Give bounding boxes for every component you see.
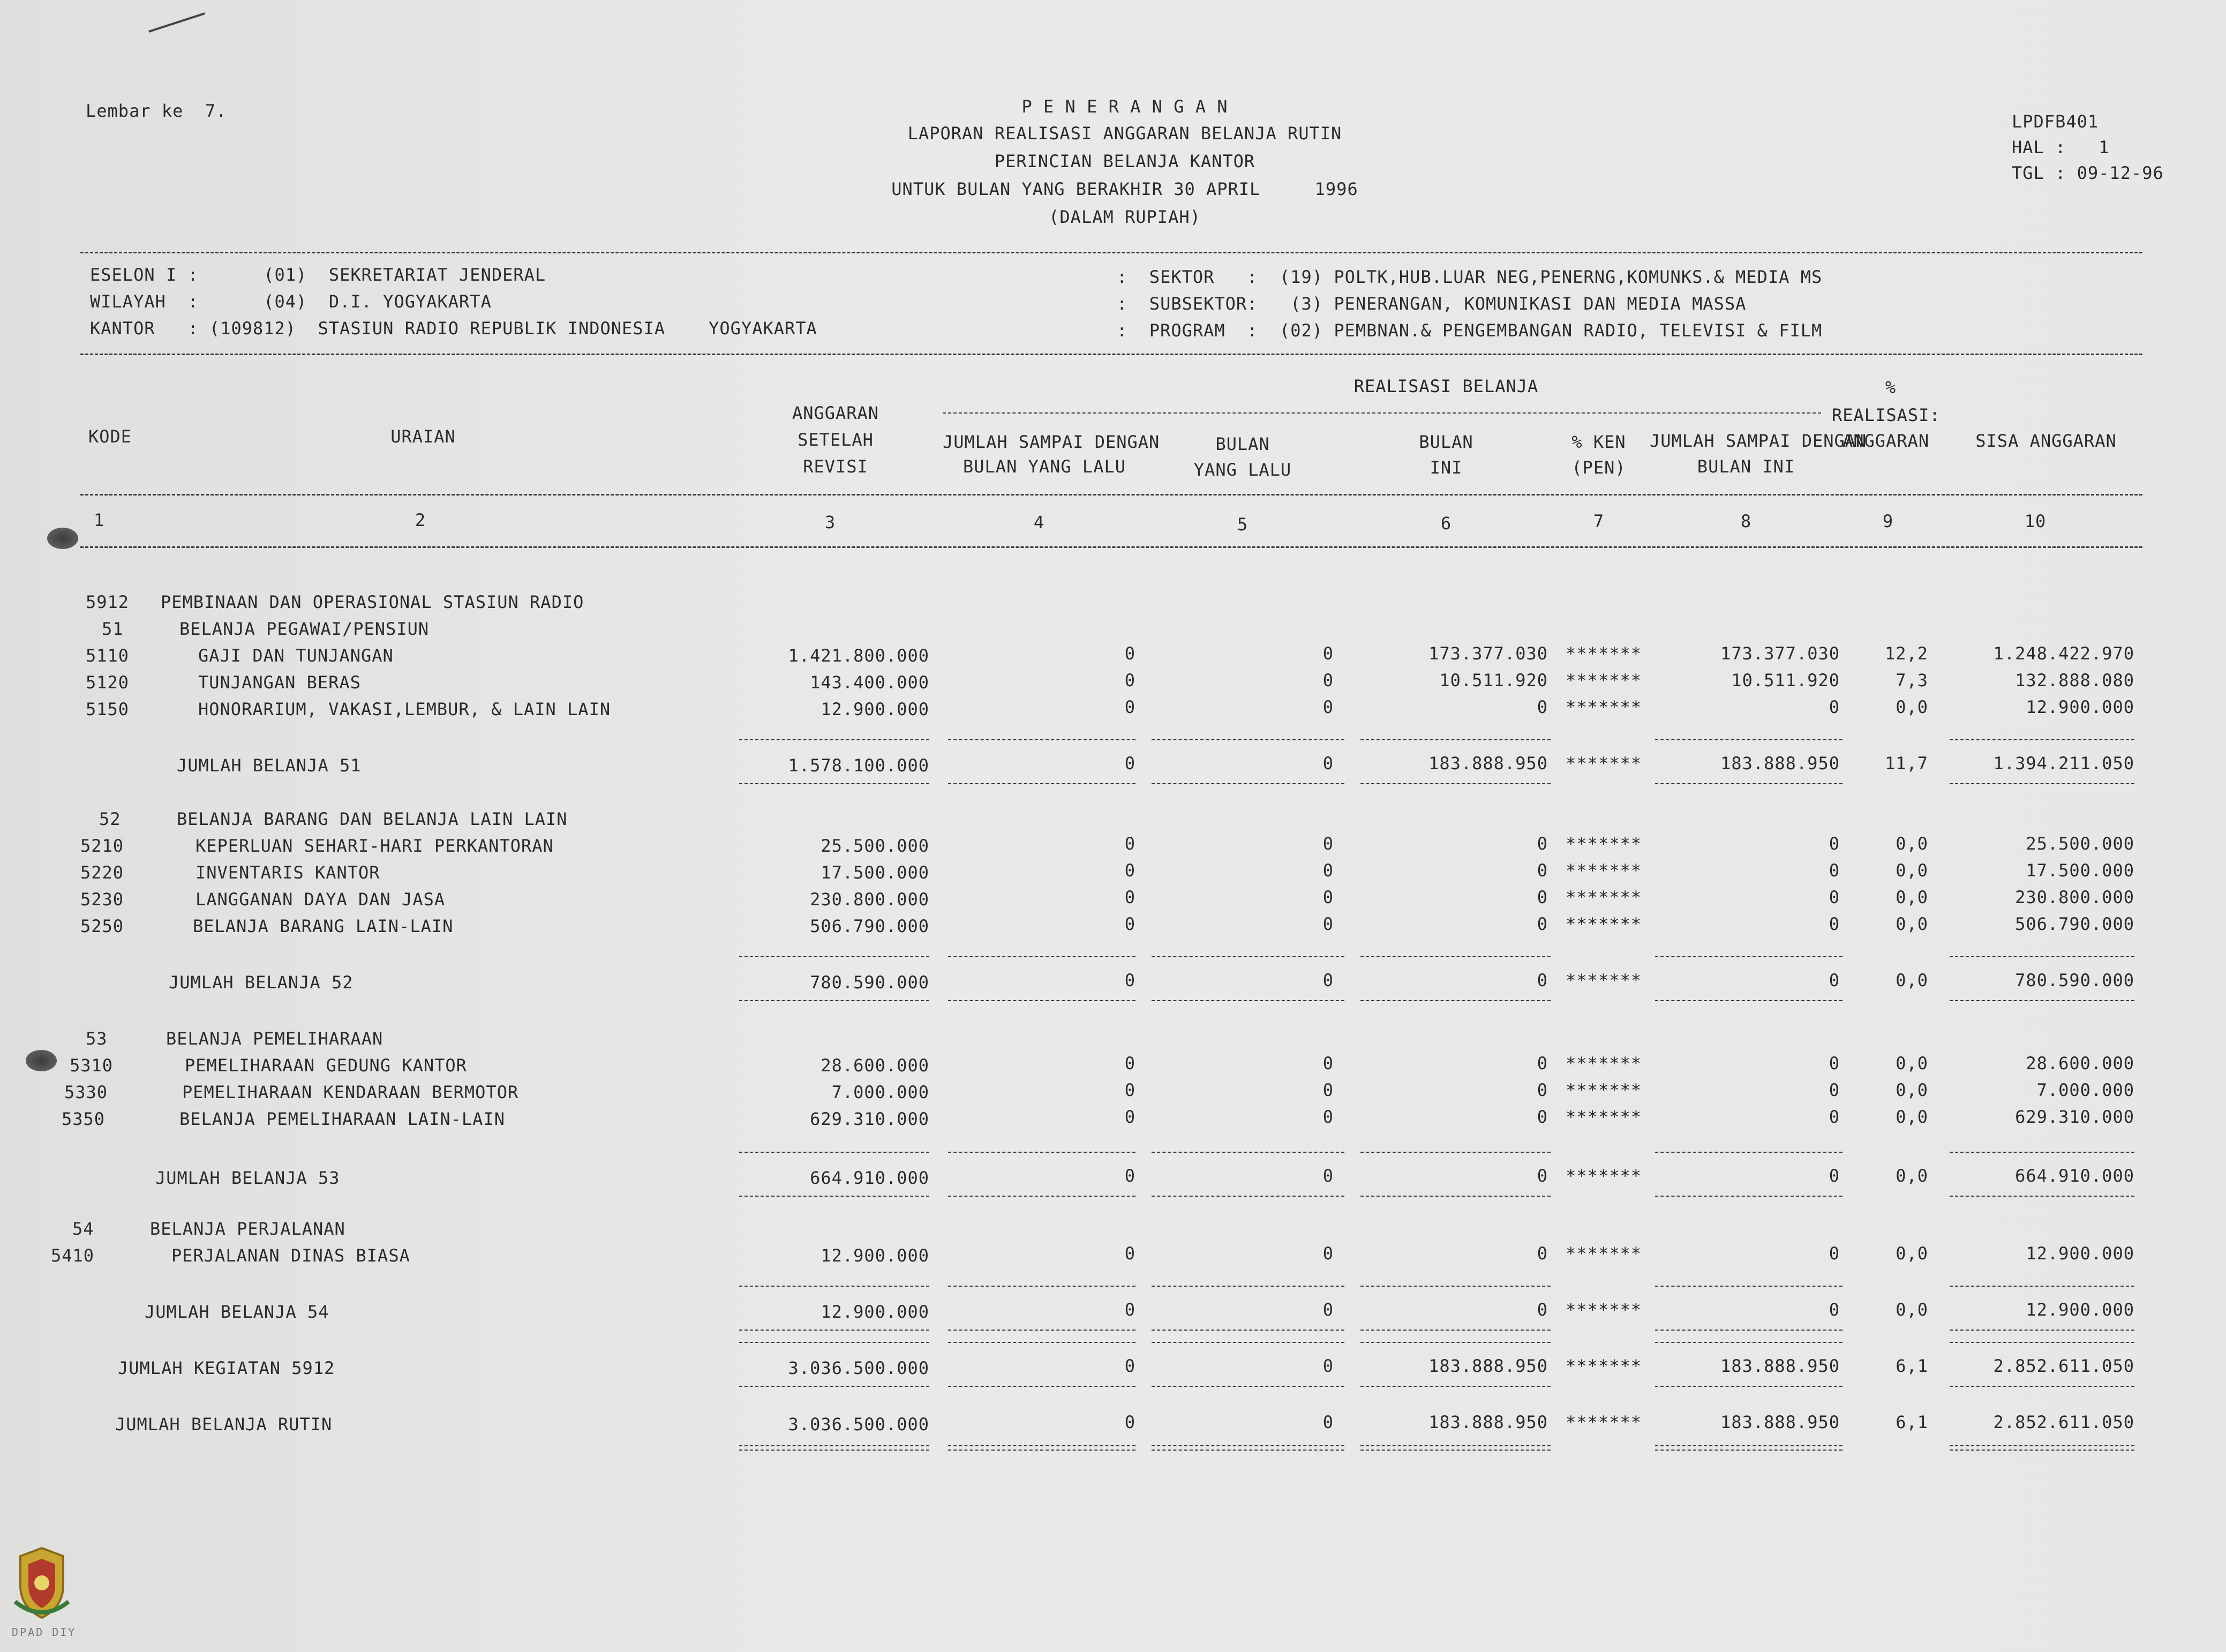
cell-bulan-ini: 10.511.920 (1439, 670, 1548, 690)
cell-jumlah-sd-bulan-lalu: 0 (1124, 697, 1135, 717)
col-number: 9 (1882, 511, 1894, 531)
cell-persen-realisasi: 0,0 (1896, 1107, 1928, 1127)
cell-bulan-ini: 0 (1537, 887, 1548, 907)
col-jumlah-sd-bulan-ini: JUMLAH SAMPAI DENGAN (1650, 431, 1867, 451)
col-number: 10 (2024, 511, 2047, 531)
subtotal-rule (948, 1386, 1135, 1387)
cell-anggaran-setelah-revisi: 17.500.000 (821, 862, 929, 883)
divider (80, 354, 2142, 355)
cell-jumlah-sd-bulan-ini: 0 (1829, 970, 1840, 990)
subtotal-rule (1152, 1330, 1344, 1331)
cell-persen-ken: ******* (1566, 1243, 1642, 1264)
cell-anggaran-setelah-revisi: 3.036.500.000 (788, 1414, 929, 1435)
cell-sisa-anggaran: 2.852.611.050 (1993, 1356, 2134, 1376)
cell-jumlah-sd-bulan-lalu: 0 (1124, 643, 1135, 664)
subtotal-rule (739, 956, 929, 957)
cell-persen-ken: ******* (1566, 914, 1642, 934)
cell-jumlah-sd-bulan-ini: 0 (1829, 833, 1840, 854)
subtotal-rule (1950, 1000, 2134, 1001)
print-date: TGL : 09-12-96 (2012, 163, 2164, 183)
cell-persen-realisasi: 0,0 (1896, 1243, 1928, 1264)
cell-persen-ken: ******* (1566, 1166, 1642, 1186)
divider (80, 494, 2142, 495)
subsektor-info: : SUBSEKTOR: (3) PENERANGAN, KOMUNIKASI DAN MEDIA MASSA (1117, 294, 1747, 314)
cell-anggaran-setelah-revisi: 12.900.000 (821, 699, 929, 719)
col-kode: KODE (88, 426, 132, 447)
subtotal-rule (1360, 956, 1551, 957)
row-kode: 5210 (80, 836, 124, 856)
cell-persen-realisasi: 0,0 (1896, 914, 1928, 934)
cell-persen-realisasi: 0,0 (1896, 1080, 1928, 1100)
subtotal-rule (1950, 739, 2134, 740)
subtotal-rule (948, 1330, 1135, 1331)
cell-anggaran-setelah-revisi: 143.400.000 (810, 672, 929, 693)
cell-bulan-yang-lalu: 0 (1322, 1166, 1334, 1186)
subtotal-rule (739, 1386, 929, 1387)
subtotal-rule (1655, 1286, 1843, 1287)
cell-persen-realisasi: 6,1 (1896, 1356, 1928, 1376)
col-uraian: URAIAN (390, 426, 456, 447)
col-bulan-ini: BULAN (1419, 432, 1473, 452)
cell-persen-ken: ******* (1566, 1300, 1642, 1320)
subtotal-rule (1152, 1342, 1344, 1343)
subtotal-rule (1655, 739, 1843, 740)
subtotal-rule (948, 783, 1135, 784)
cell-bulan-ini: 173.377.030 (1428, 643, 1548, 664)
cell-bulan-ini: 0 (1537, 1107, 1548, 1127)
subtotal-rule (739, 783, 929, 784)
col-number: 7 (1593, 511, 1605, 531)
subtotal-rule (1950, 1286, 2134, 1287)
cell-bulan-ini: 0 (1537, 1166, 1548, 1186)
cell-bulan-ini: 0 (1537, 860, 1548, 881)
cell-jumlah-sd-bulan-ini: 0 (1829, 1080, 1840, 1100)
subtotal-rule (948, 1196, 1135, 1197)
cell-anggaran-setelah-revisi: 12.900.000 (821, 1302, 929, 1322)
row-uraian: PEMBINAAN DAN OPERASIONAL STASIUN RADIO (161, 592, 584, 612)
subtotal-rule (1152, 1000, 1344, 1001)
cell-persen-ken: ******* (1566, 970, 1642, 990)
report-title-spaced: P E N E R A N G A N (1021, 96, 1228, 117)
cell-bulan-ini: 183.888.950 (1428, 1356, 1548, 1376)
col-number: 3 (824, 512, 836, 532)
col-number: 4 (1033, 512, 1045, 532)
col-bulan-ini: INI (1430, 457, 1463, 478)
row-uraian: PEMELIHARAAN KENDARAAN BERMOTOR (182, 1082, 519, 1102)
cell-jumlah-sd-bulan-ini: 0 (1829, 697, 1840, 717)
cell-bulan-yang-lalu: 0 (1322, 914, 1334, 934)
row-uraian: GAJI DAN TUNJANGAN (198, 645, 394, 666)
row-kode: 5150 (86, 699, 130, 719)
cell-sisa-anggaran: 780.590.000 (2015, 970, 2134, 990)
subtotal-rule (1360, 1342, 1551, 1343)
subtotal-rule (1360, 1286, 1551, 1287)
cell-sisa-anggaran: 25.500.000 (2026, 833, 2134, 854)
cell-sisa-anggaran: 629.310.000 (2015, 1107, 2134, 1127)
subtotal-rule (739, 739, 929, 740)
cell-sisa-anggaran: 132.888.080 (2015, 670, 2134, 690)
subtotal-rule (1655, 956, 1843, 957)
program-info: : PROGRAM : (02) PEMBNAN.& PENGEMBANGAN RADIO, TELEVISI & FILM (1117, 320, 1823, 341)
cell-bulan-yang-lalu: 0 (1322, 1412, 1334, 1432)
total-label: JUMLAH BELANJA 53 (155, 1168, 340, 1188)
col-persen-realisasi: REALISASI: (1832, 405, 1941, 425)
subtotal-rule (1950, 1196, 2134, 1197)
subtotal-rule (948, 1342, 1135, 1343)
col-persen-realisasi: % (1885, 377, 1897, 397)
subtotal-rule (1152, 1152, 1344, 1153)
col-jumlah-sd-bulan-lalu: JUMLAH SAMPAI DENGAN (943, 432, 1160, 452)
col-jumlah-sd-bulan-ini: BULAN INI (1697, 456, 1795, 477)
subtotal-rule (1152, 1196, 1344, 1197)
row-kode: 5250 (80, 916, 124, 936)
cell-anggaran-setelah-revisi: 12.900.000 (821, 1245, 929, 1266)
row-uraian: TUNJANGAN BERAS (198, 672, 361, 693)
col-bulan-yang-lalu: BULAN (1215, 434, 1270, 454)
divider (80, 252, 2142, 253)
cell-bulan-ini: 0 (1537, 697, 1548, 717)
subtotal-rule (948, 1286, 1135, 1287)
cell-sisa-anggaran: 12.900.000 (2026, 1243, 2134, 1264)
col-number: 8 (1740, 511, 1752, 531)
cell-jumlah-sd-bulan-ini: 0 (1829, 1166, 1840, 1186)
row-kode: 5350 (62, 1109, 106, 1129)
subtotal-rule (1152, 1286, 1344, 1287)
cell-jumlah-sd-bulan-lalu: 0 (1124, 1356, 1135, 1376)
page-number: HAL : 1 (2012, 137, 2110, 157)
subtotal-rule (1360, 1196, 1551, 1197)
cell-persen-ken: ******* (1566, 860, 1642, 881)
cell-anggaran-setelah-revisi: 664.910.000 (810, 1168, 929, 1188)
report-code: LPDFB401 (2012, 111, 2099, 132)
cell-jumlah-sd-bulan-lalu: 0 (1124, 1053, 1135, 1073)
cell-bulan-ini: 0 (1537, 1243, 1548, 1264)
cell-bulan-yang-lalu: 0 (1322, 1356, 1334, 1376)
row-uraian: BELANJA PERJALANAN (150, 1219, 345, 1239)
subtotal-rule (1950, 1330, 2134, 1331)
cell-jumlah-sd-bulan-lalu: 0 (1124, 753, 1135, 774)
col-number: 6 (1440, 513, 1452, 534)
cell-persen-realisasi: 0,0 (1896, 697, 1928, 717)
cell-jumlah-sd-bulan-ini: 183.888.950 (1720, 1356, 1840, 1376)
total-label: JUMLAH BELANJA RUTIN (115, 1414, 333, 1435)
cell-jumlah-sd-bulan-ini: 10.511.920 (1731, 670, 1840, 690)
cell-bulan-ini: 0 (1537, 833, 1548, 854)
row-uraian: BELANJA BARANG DAN BELANJA LAIN LAIN (177, 809, 568, 829)
subtotal-rule (1360, 1330, 1551, 1331)
subtotal-rule (1655, 1196, 1843, 1197)
cell-anggaran-setelah-revisi: 230.800.000 (810, 889, 929, 910)
cell-persen-ken: ******* (1566, 887, 1642, 907)
cell-persen-realisasi: 12,2 (1884, 643, 1928, 664)
subtotal-rule (739, 1286, 929, 1287)
cell-jumlah-sd-bulan-lalu: 0 (1124, 1166, 1135, 1186)
row-kode: 5410 (51, 1245, 95, 1266)
cell-persen-realisasi: 7,3 (1896, 670, 1928, 690)
cell-bulan-yang-lalu: 0 (1322, 1053, 1334, 1073)
subtotal-rule (739, 1342, 929, 1343)
report-title-line: PERINCIAN BELANJA KANTOR (994, 151, 1255, 171)
cell-anggaran-setelah-revisi: 1.421.800.000 (788, 645, 929, 666)
subtotal-rule (1152, 783, 1344, 784)
cell-jumlah-sd-bulan-ini: 0 (1829, 860, 1840, 881)
cell-sisa-anggaran: 17.500.000 (2026, 860, 2134, 881)
cell-anggaran-setelah-revisi: 1.578.100.000 (788, 755, 929, 776)
double-rule (1360, 1445, 1551, 1451)
cell-jumlah-sd-bulan-lalu: 0 (1124, 914, 1135, 934)
cell-bulan-yang-lalu: 0 (1322, 1243, 1334, 1264)
cell-jumlah-sd-bulan-ini: 173.377.030 (1720, 643, 1840, 664)
divider (80, 546, 2142, 548)
divider (943, 412, 1821, 414)
cell-bulan-yang-lalu: 0 (1322, 670, 1334, 690)
cell-persen-realisasi: 11,7 (1884, 753, 1928, 774)
subtotal-rule (1655, 1152, 1843, 1153)
col-persen-ken: % KEN (1571, 432, 1626, 452)
subtotal-rule (1360, 739, 1551, 740)
row-uraian: PERJALANAN DINAS BIASA (171, 1245, 410, 1266)
col-sisa-anggaran: SISA ANGGARAN (1975, 431, 2117, 451)
cell-jumlah-sd-bulan-ini: 0 (1829, 1243, 1840, 1264)
cell-jumlah-sd-bulan-ini: 0 (1829, 887, 1840, 907)
row-kode: 5310 (70, 1055, 114, 1076)
cell-persen-ken: ******* (1566, 1107, 1642, 1127)
sektor-info: : SEKTOR : (19) POLTK,HUB.LUAR NEG,PENERNG,KOMUNKS.& MEDIA MS (1117, 267, 1823, 287)
cell-persen-ken: ******* (1566, 1053, 1642, 1073)
subtotal-rule (1655, 1000, 1843, 1001)
subtotal-rule (948, 739, 1135, 740)
cell-anggaran-setelah-revisi: 7.000.000 (831, 1082, 929, 1102)
cell-bulan-yang-lalu: 0 (1322, 643, 1334, 664)
row-kode: 54 (72, 1219, 94, 1239)
row-uraian: HONORARIUM, VAKASI,LEMBUR, & LAIN LAIN (198, 699, 611, 719)
cell-bulan-yang-lalu: 0 (1322, 833, 1334, 854)
cell-persen-ken: ******* (1566, 670, 1642, 690)
sheet-number: Lembar ke 7. (86, 101, 227, 121)
cell-sisa-anggaran: 506.790.000 (2015, 914, 2134, 934)
row-uraian: BELANJA PEGAWAI/PENSIUN (179, 619, 430, 639)
cell-jumlah-sd-bulan-ini: 0 (1829, 1053, 1840, 1073)
col-anggaran: REVISI (803, 456, 868, 477)
punch-hole (26, 1050, 57, 1071)
row-uraian: LANGGANAN DAYA DAN JASA (195, 889, 446, 910)
subtotal-rule (1152, 1386, 1344, 1387)
col-number: 1 (93, 510, 105, 530)
double-rule (948, 1445, 1135, 1451)
subtotal-rule (1950, 956, 2134, 957)
row-uraian: BELANJA PEMELIHARAAN (166, 1028, 383, 1049)
cell-bulan-ini: 0 (1537, 1300, 1548, 1320)
row-uraian: INVENTARIS KANTOR (195, 862, 380, 883)
subtotal-rule (1360, 1000, 1551, 1001)
cell-bulan-yang-lalu: 0 (1322, 970, 1334, 990)
cell-anggaran-setelah-revisi: 28.600.000 (821, 1055, 929, 1076)
cell-anggaran-setelah-revisi: 25.500.000 (821, 836, 929, 856)
row-kode: 5110 (86, 645, 130, 666)
cell-bulan-yang-lalu: 0 (1322, 1107, 1334, 1127)
subtotal-rule (1950, 783, 2134, 784)
total-label: JUMLAH BELANJA 52 (169, 972, 354, 993)
cell-jumlah-sd-bulan-lalu: 0 (1124, 887, 1135, 907)
eselon-info: ESELON I : (01) SEKRETARIAT JENDERAL (90, 265, 546, 285)
subtotal-rule (1655, 1386, 1843, 1387)
cell-persen-realisasi: 0,0 (1896, 1300, 1928, 1320)
subtotal-rule (1360, 1152, 1551, 1153)
cell-persen-realisasi: 0,0 (1896, 1166, 1928, 1186)
double-rule (1655, 1445, 1843, 1451)
wilayah-info: WILAYAH : (04) D.I. YOGYAKARTA (90, 291, 492, 312)
subtotal-rule (739, 1152, 929, 1153)
cell-anggaran-setelah-revisi: 780.590.000 (810, 972, 929, 993)
punch-hole (47, 528, 78, 549)
subtotal-rule (739, 1330, 929, 1331)
cell-sisa-anggaran: 1.394.211.050 (1993, 753, 2134, 774)
subtotal-rule (1360, 1386, 1551, 1387)
subtotal-rule (1950, 1342, 2134, 1343)
total-label: JUMLAH BELANJA 54 (145, 1302, 329, 1322)
subtotal-rule (1152, 739, 1344, 740)
cell-persen-ken: ******* (1566, 1356, 1642, 1376)
cell-persen-ken: ******* (1566, 1080, 1642, 1100)
cell-bulan-ini: 183.888.950 (1428, 753, 1548, 774)
double-rule (1152, 1445, 1344, 1451)
cell-jumlah-sd-bulan-lalu: 0 (1124, 1107, 1135, 1127)
cell-bulan-yang-lalu: 0 (1322, 697, 1334, 717)
col-anggaran: SETELAH (798, 430, 874, 450)
subtotal-rule (1655, 1330, 1843, 1331)
cell-persen-realisasi: 0,0 (1896, 860, 1928, 881)
subtotal-rule (1655, 1342, 1843, 1343)
row-kode: 5220 (80, 862, 124, 883)
row-kode: 51 (102, 619, 124, 639)
subtotal-rule (948, 1000, 1135, 1001)
cell-persen-realisasi: 0,0 (1896, 1053, 1928, 1073)
cell-sisa-anggaran: 12.900.000 (2026, 697, 2134, 717)
cell-bulan-yang-lalu: 0 (1322, 887, 1334, 907)
cell-jumlah-sd-bulan-lalu: 0 (1124, 1412, 1135, 1432)
subtotal-rule (1950, 1152, 2134, 1153)
cell-sisa-anggaran: 12.900.000 (2026, 1300, 2134, 1320)
cell-bulan-yang-lalu: 0 (1322, 1080, 1334, 1100)
subtotal-rule (1950, 1386, 2134, 1387)
col-realisasi-belanja: REALISASI BELANJA (1353, 376, 1539, 396)
cell-bulan-ini: 0 (1537, 1080, 1548, 1100)
report-title-line: UNTUK BULAN YANG BERAKHIR 30 APRIL 1996 (891, 179, 1358, 199)
cell-jumlah-sd-bulan-lalu: 0 (1124, 1243, 1135, 1264)
col-number: 2 (415, 510, 426, 530)
row-kode: 5120 (86, 672, 130, 693)
kantor-info: KANTOR : (109812) STASIUN RADIO REPUBLIK INDONESIA YOGYAKARTA (90, 318, 817, 339)
cell-persen-realisasi: 0,0 (1896, 887, 1928, 907)
cell-sisa-anggaran: 664.910.000 (2015, 1166, 2134, 1186)
cell-anggaran-setelah-revisi: 3.036.500.000 (788, 1358, 929, 1378)
pen-mark (148, 12, 205, 33)
row-kode: 5912 (86, 592, 130, 612)
cell-bulan-ini: 0 (1537, 914, 1548, 934)
report-title-line: (DALAM RUPIAH) (1049, 207, 1201, 227)
cell-jumlah-sd-bulan-lalu: 0 (1124, 670, 1135, 690)
row-kode: 52 (99, 809, 121, 829)
cell-jumlah-sd-bulan-ini: 0 (1829, 914, 1840, 934)
cell-persen-ken: ******* (1566, 697, 1642, 717)
cell-persen-ken: ******* (1566, 833, 1642, 854)
cell-bulan-ini: 0 (1537, 970, 1548, 990)
col-jumlah-sd-bulan-lalu: BULAN YANG LALU (963, 456, 1126, 477)
cell-sisa-anggaran: 28.600.000 (2026, 1053, 2134, 1073)
subtotal-rule (1655, 783, 1843, 784)
subtotal-rule (739, 1000, 929, 1001)
report-title-line: LAPORAN REALISASI ANGGARAN BELANJA RUTIN (907, 123, 1342, 144)
cell-persen-ken: ******* (1566, 643, 1642, 664)
cell-sisa-anggaran: 2.852.611.050 (1993, 1412, 2134, 1432)
col-number: 5 (1237, 514, 1249, 535)
row-kode: 5330 (64, 1082, 108, 1102)
cell-jumlah-sd-bulan-lalu: 0 (1124, 1080, 1135, 1100)
cell-bulan-ini: 0 (1537, 1053, 1548, 1073)
total-label: JUMLAH BELANJA 51 (177, 755, 362, 776)
col-persen-ken: (PEN) (1571, 457, 1626, 478)
cell-bulan-ini: 183.888.950 (1428, 1412, 1548, 1432)
cell-bulan-yang-lalu: 0 (1322, 753, 1334, 774)
cell-persen-ken: ******* (1566, 753, 1642, 774)
col-persen-realisasi: ANGGARAN (1843, 431, 1930, 451)
cell-bulan-yang-lalu: 0 (1322, 860, 1334, 881)
logo-caption: DPAD DIY (12, 1626, 77, 1639)
row-uraian: KEPERLUAN SEHARI-HARI PERKANTORAN (195, 836, 554, 856)
row-uraian: BELANJA PEMELIHARAAN LAIN-LAIN (179, 1109, 505, 1129)
cell-anggaran-setelah-revisi: 506.790.000 (810, 916, 929, 936)
cell-sisa-anggaran: 7.000.000 (2036, 1080, 2134, 1100)
total-label: JUMLAH KEGIATAN 5912 (118, 1358, 335, 1378)
row-kode: 5230 (80, 889, 124, 910)
cell-jumlah-sd-bulan-ini: 0 (1829, 1300, 1840, 1320)
row-kode: 53 (86, 1028, 108, 1049)
subtotal-rule (948, 956, 1135, 957)
cell-anggaran-setelah-revisi: 629.310.000 (810, 1109, 929, 1129)
subtotal-rule (948, 1152, 1135, 1153)
cell-jumlah-sd-bulan-lalu: 0 (1124, 970, 1135, 990)
cell-jumlah-sd-bulan-lalu: 0 (1124, 1300, 1135, 1320)
cell-jumlah-sd-bulan-ini: 183.888.950 (1720, 1412, 1840, 1432)
cell-sisa-anggaran: 230.800.000 (2015, 887, 2134, 907)
cell-persen-ken: ******* (1566, 1412, 1642, 1432)
row-uraian: PEMELIHARAAN GEDUNG KANTOR (185, 1055, 467, 1076)
col-anggaran: ANGGARAN (792, 403, 879, 423)
cell-persen-realisasi: 0,0 (1896, 833, 1928, 854)
cell-jumlah-sd-bulan-ini: 0 (1829, 1107, 1840, 1127)
double-rule (739, 1445, 929, 1451)
col-bulan-yang-lalu: YANG LALU (1193, 460, 1292, 480)
double-rule (1950, 1445, 2134, 1451)
subtotal-rule (1360, 783, 1551, 784)
cell-bulan-yang-lalu: 0 (1322, 1300, 1334, 1320)
cell-sisa-anggaran: 1.248.422.970 (1993, 643, 2134, 664)
cell-jumlah-sd-bulan-ini: 183.888.950 (1720, 753, 1840, 774)
cell-persen-realisasi: 0,0 (1896, 970, 1928, 990)
cell-jumlah-sd-bulan-lalu: 0 (1124, 833, 1135, 854)
subtotal-rule (739, 1196, 929, 1197)
cell-persen-realisasi: 6,1 (1896, 1412, 1928, 1432)
subtotal-rule (1152, 956, 1344, 957)
row-uraian: BELANJA BARANG LAIN-LAIN (193, 916, 454, 936)
cell-jumlah-sd-bulan-lalu: 0 (1124, 860, 1135, 881)
